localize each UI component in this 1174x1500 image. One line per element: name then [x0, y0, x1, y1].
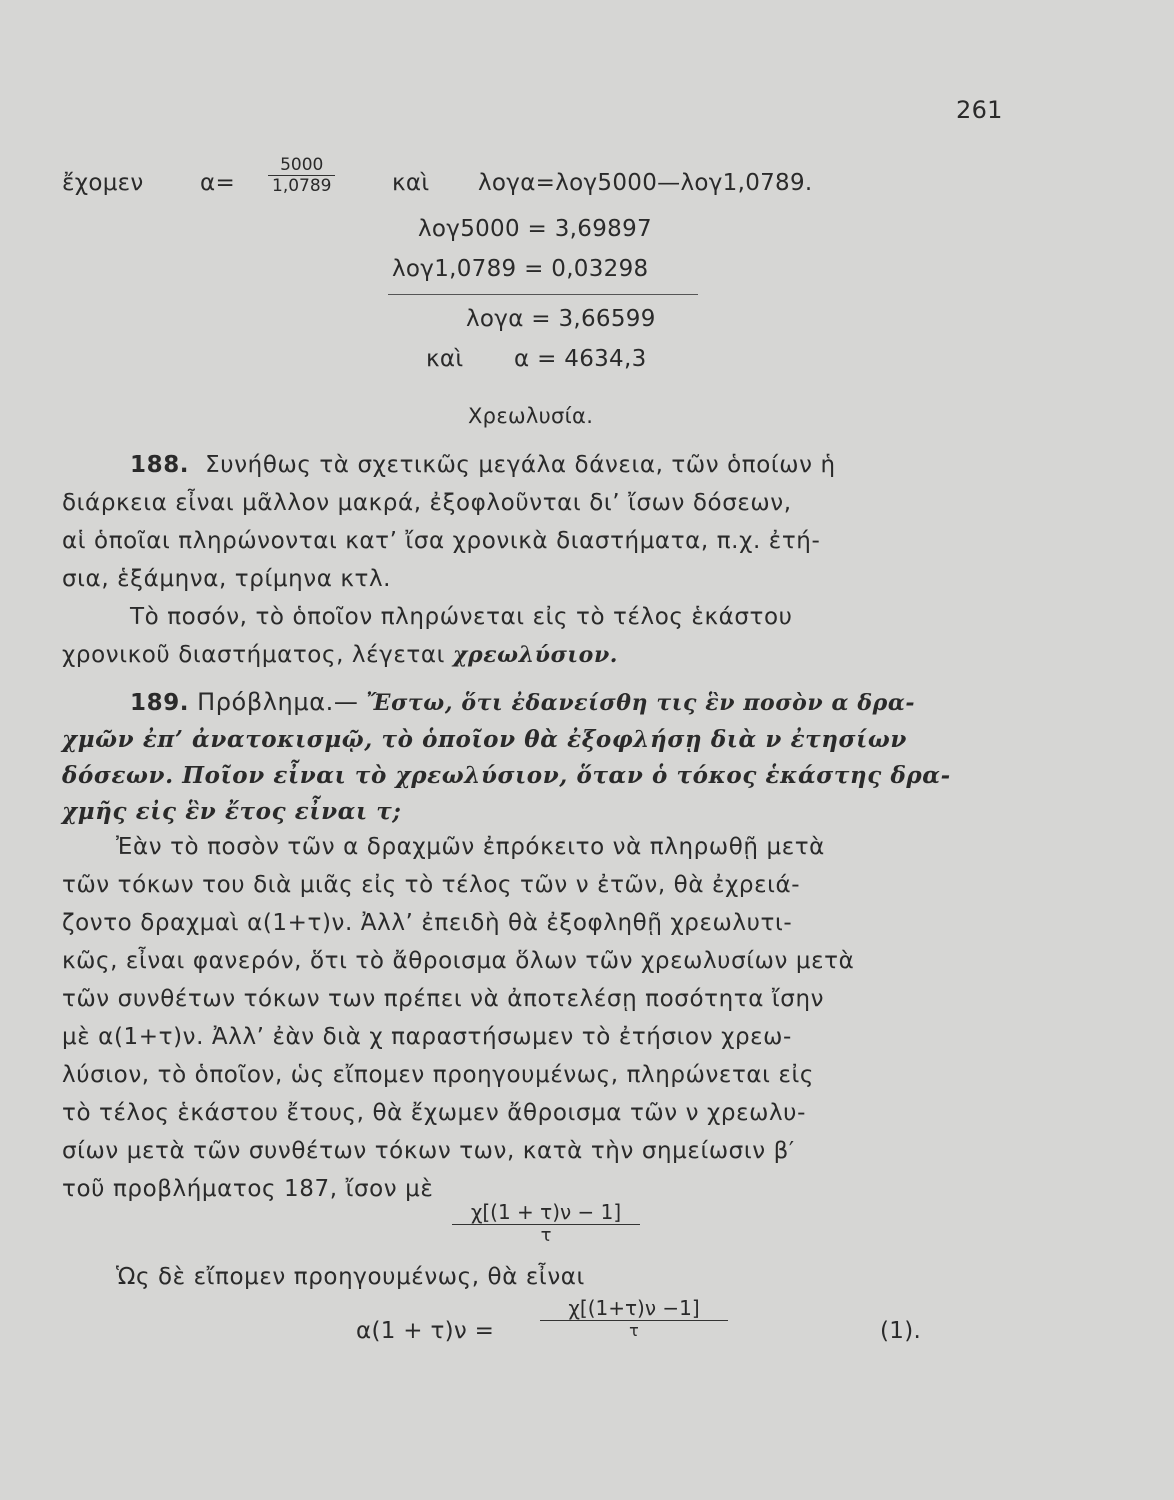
para188-line-4: σια, ἑξάμηνα, τρίμηνα κτλ.: [62, 566, 392, 592]
equation-numerator: χ[(1+τ)ν −1]: [568, 1296, 700, 1320]
body-line-1: Ἐὰν τὸ ποσὸν τῶν α δραχμῶν ἐπρόκειτο νὰ πληρωθῇ μετὰ: [116, 834, 825, 860]
equation-denominator: τ: [540, 1320, 728, 1340]
formula1-denominator: τ: [452, 1224, 640, 1246]
problem-line-2: χμῶν ἐπ’ ἀνατοκισμῷ, τὸ ὁποῖον θὰ ἐξοφλήσῃ διὰ ν ἐτησίων: [62, 726, 907, 753]
problem-line-1: Ἔστω, ὅτι ἐδανείσθη τις ἓν ποσὸν α δρα-: [366, 690, 916, 716]
body-line-6: μὲ α(1+τ)ν. Ἀλλ’ ἐὰν διὰ χ παραστήσωμεν τὸ ἐτήσιον χρεω-: [62, 1024, 792, 1050]
term-chreolysion: χρεωλύσιον.: [452, 642, 619, 668]
calc-log-eq: λογα=λογ5000—λογ1,0789.: [478, 170, 813, 196]
para189-line-1: [130, 688, 1002, 716]
formula-fraction-1: [452, 1200, 640, 1246]
problem-line-3: δόσεων. Ποῖον εἶναι τὸ χρεωλύσιον, ὅταν ὁ τόκος ἑκάστης δρα-: [62, 762, 951, 789]
body-line-5: τῶν συνθέτων τόκων των πρέπει νὰ ἀποτελέσῃ ποσότητα ἴσην: [62, 986, 825, 1012]
section-title: Χρεωλυσία.: [468, 404, 594, 428]
para188-line-1-text: Συνήθως τὰ σχετικῶς μεγάλα δάνεια, τῶν ὁποίων ἡ: [205, 452, 836, 478]
formula1-numerator: χ[(1 + τ)ν − 1]: [470, 1200, 622, 1224]
body-line-10: τοῦ προβλήματος 187, ἴσον μὲ: [62, 1176, 434, 1202]
para188-line-6: [62, 642, 1002, 668]
calc-sum-rule: [388, 294, 698, 295]
calc-echomen: ἔχομεν: [62, 170, 144, 196]
body-line-9: σίων μετὰ τῶν συνθέτων τόκων των, κατὰ τὴν σημείωσιν β′: [62, 1138, 795, 1164]
calc-line-4: α = 4634,3: [514, 346, 647, 372]
calc-kai-1: καὶ: [392, 170, 430, 196]
body-line-3: ζοντο δραχμαὶ α(1+τ)ν. Ἀλλ’ ἐπειδὴ θὰ ἐξοφληθῇ χρεωλυτι-: [62, 910, 793, 936]
para188-line-3: αἱ ὁποῖαι πληρώνονται κατ’ ἴσα χρονικὰ διαστήματα, π.χ. ἐτή-: [62, 528, 821, 554]
equation-fraction: [540, 1296, 728, 1340]
calc-alpha-eq: α=: [200, 170, 236, 196]
equation-label: (1).: [880, 1318, 922, 1344]
equation-lhs: α(1 + τ)ν =: [356, 1318, 495, 1344]
para189-number: 189.: [130, 690, 190, 716]
body-line-8: τὸ τέλος ἑκάστου ἔτους, θὰ ἔχωμεν ἄθροισμα τῶν ν χρεωλυ-: [62, 1100, 806, 1126]
problem-line-4: χμῆς εἰς ἓν ἔτος εἶναι τ;: [62, 798, 402, 825]
calc-fraction: [268, 155, 335, 196]
calc-line-1: λογ5000 = 3,69897: [418, 216, 652, 242]
body-line-2: τῶν τόκων του διὰ μιᾶς εἰς τὸ τέλος τῶν ν ἐτῶν, θὰ ἐχρειά-: [62, 872, 801, 898]
calc-line-2: λογ1,0789 = 0,03298: [392, 256, 649, 282]
para188-number: 188.: [130, 452, 190, 478]
body-line-4: κῶς, εἶναι φανερόν, ὅτι τὸ ἄθροισμα ὅλων τῶν χρεωλυσίων μετὰ: [62, 948, 855, 974]
calc-frac-num: 5000: [280, 155, 324, 175]
para188-line-6-text: χρονικοῦ διαστήματος, λέγεται: [62, 642, 445, 668]
para188-line-2: διάρκεια εἶναι μᾶλλον μακρά, ἐξοφλοῦνται δι’ ἴσων δόσεων,: [62, 490, 792, 516]
para188-line-1: [130, 452, 1002, 478]
as-said-line: Ὡς δὲ εἴπομεν προηγουμένως, θὰ εἶναι: [116, 1264, 585, 1290]
calc-frac-den: 1,0789: [268, 175, 335, 196]
para189-heading: Πρόβλημα.—: [197, 688, 359, 716]
page-number: 261: [956, 96, 1003, 124]
calc-line-3: λογα = 3,66599: [466, 306, 656, 332]
calc-kai-2: καὶ: [426, 346, 464, 372]
body-line-7: λύσιον, τὸ ὁποῖον, ὡς εἴπομεν προηγουμένως, πληρώνεται εἰς: [62, 1062, 814, 1088]
para188-line-5: Τὸ ποσόν, τὸ ὁποῖον πληρώνεται εἰς τὸ τέλος ἑκάστου: [130, 604, 793, 630]
